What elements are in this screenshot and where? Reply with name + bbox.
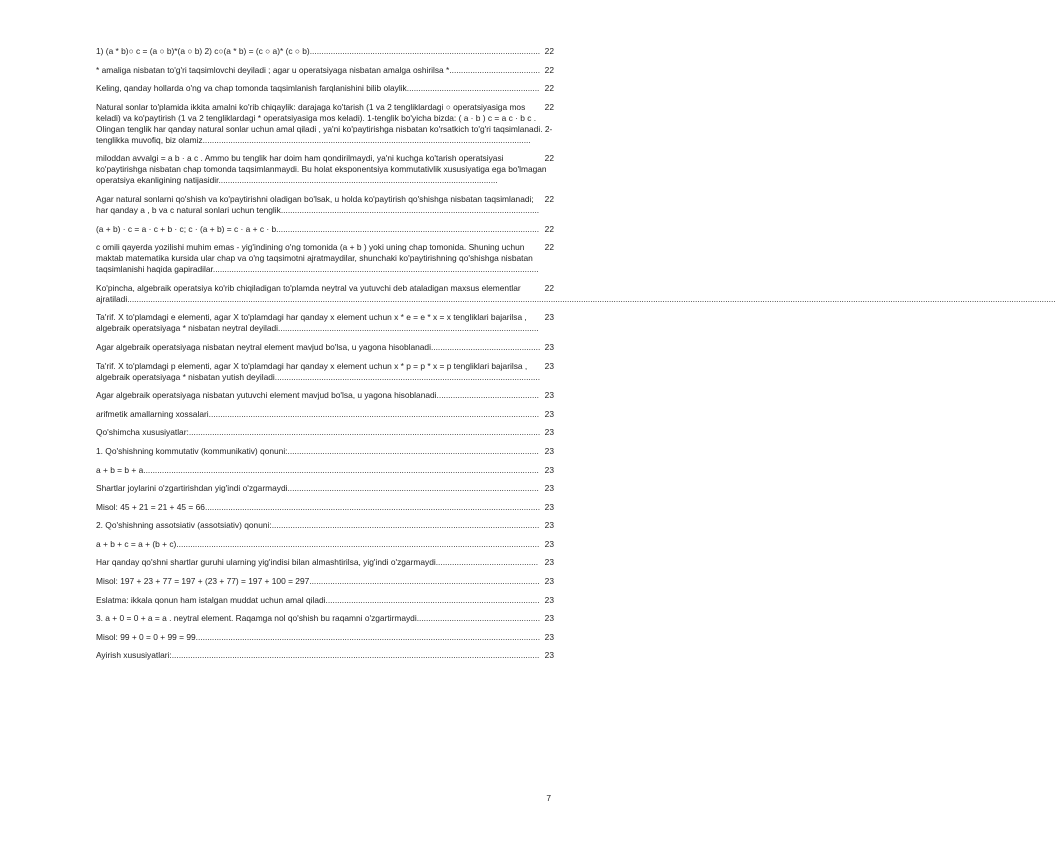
table-of-contents bbox=[96, 46, 1056, 669]
toc-entry-body bbox=[96, 502, 554, 513]
toc-leader-dots: ........................................... bbox=[438, 557, 539, 568]
toc-entry[interactable] bbox=[96, 361, 554, 383]
toc-entry[interactable] bbox=[96, 409, 554, 420]
toc-entry-title: Har qanday qo'shni shartlar guruhi ularning yig'indisi bilan almashtirilsa, yig'indi o'zgarmaydi. bbox=[96, 557, 439, 568]
toc-leader-dots: ............................................................................................................................................................ bbox=[176, 538, 540, 549]
toc-leader-dots: .................................................................................................................. bbox=[274, 371, 541, 382]
toc-entry-title: Ta'rif. X to'plamdagi e elementi, agar X to'plamdagi har qanday x element uchun x * e = e * x = x tengliklari bajarilsa , algebraik operatsiyaga * nisbatan neytral deyiladi bbox=[96, 312, 527, 334]
toc-page-number: 23 bbox=[544, 613, 554, 624]
toc-page-number: 23 bbox=[544, 483, 554, 494]
toc-page-number: 22 bbox=[544, 282, 554, 293]
toc-entry[interactable] bbox=[96, 312, 554, 334]
toc-entry-body bbox=[96, 539, 554, 550]
toc-entry-title: Misol: 45 + 21 = 21 + 45 = 66. bbox=[96, 501, 208, 512]
toc-entry-title: arifmetik amallarning xossalari bbox=[96, 408, 209, 419]
toc-entry-title: Eslatma: ikkala qonun ham istalgan muddat uchun amal qiladi. bbox=[96, 594, 328, 605]
toc-leader-dots: .............................................................................................................................................. bbox=[208, 408, 540, 419]
toc-entry-title: * amaliga nisbatan to'g'ri taqsimlovchi deyiladi ; agar u operatsiyaga nisbatan amalga oshirilsa * bbox=[96, 64, 450, 75]
toc-entry[interactable] bbox=[96, 520, 554, 531]
toc-entry-title: Keling, qanday hollarda o'ng va chap tomonda taqsimlanish farqlanishini bilib olaylik. bbox=[96, 83, 410, 94]
toc-page-number: 23 bbox=[544, 520, 554, 531]
toc-entry-body bbox=[96, 390, 554, 401]
toc-leader-dots: ........................................... bbox=[438, 390, 539, 401]
toc-entry-body bbox=[96, 465, 554, 476]
toc-entry[interactable] bbox=[96, 65, 554, 76]
toc-entry-title: a + b = b + a bbox=[96, 464, 144, 475]
toc-page-number: 22 bbox=[544, 83, 554, 94]
toc-entry[interactable] bbox=[96, 483, 554, 494]
toc-leader-dots: ............................................................................................................................................................................................................................................................................................................................................................................................................... bbox=[127, 293, 1056, 304]
toc-entry-body bbox=[96, 576, 554, 587]
toc-entry[interactable] bbox=[96, 224, 554, 235]
toc-leader-dots: ............................................................................................................ bbox=[287, 445, 539, 456]
toc-leader-dots: ....................................................................................................................... bbox=[220, 175, 498, 186]
toc-leader-dots: ............................................................................................................................................. bbox=[202, 134, 531, 145]
toc-page-number: 23 bbox=[544, 360, 554, 371]
toc-entry-title: miloddan avvalgi = a b · a c . Ammo bu tenglik har doim ham qondirilmaydi, ya'ni kuchga ko'tarish operatsiyasi ko'paytirishga nisbatan chap tomonda taqsimlanmaydi. Bu holat eksponentsiya kommutativlik xususiyatiga ega bo'lmagan operatsiya ekanligining natijasidir. bbox=[96, 153, 547, 186]
toc-leader-dots: ....................................... bbox=[449, 64, 541, 75]
toc-entry-body bbox=[96, 342, 554, 353]
toc-entry-body bbox=[96, 613, 554, 624]
toc-entry[interactable] bbox=[96, 83, 554, 94]
toc-page-number: 23 bbox=[544, 445, 554, 456]
toc-page-number: 23 bbox=[544, 538, 554, 549]
toc-entry-title: (a + b) · c = a · c + b · c; c · (a + b) = c · a + c · b bbox=[96, 223, 277, 234]
toc-entry-body bbox=[96, 361, 554, 383]
toc-entry-body bbox=[96, 282, 1056, 305]
toc-leader-dots: .................................................... bbox=[419, 613, 541, 624]
toc-entry-body bbox=[96, 409, 554, 420]
toc-entry-body bbox=[96, 194, 554, 216]
toc-entry[interactable] bbox=[96, 102, 554, 146]
toc-entry-title: Ayirish xususiyatlari: bbox=[96, 650, 172, 661]
toc-leader-dots: ........................................................................................... bbox=[327, 594, 540, 605]
toc-page-number: 23 bbox=[544, 594, 554, 605]
toc-entry-title: 3. a + 0 = 0 + a = a . neytral element. Raqamga nol qo'shish bu raqamni o'zgartirmaydi. bbox=[96, 613, 420, 624]
toc-entry-body bbox=[96, 83, 554, 94]
toc-entry-body bbox=[96, 557, 554, 568]
toc-leader-dots: .......................................................................................................................................................................... bbox=[143, 464, 539, 475]
toc-entry[interactable] bbox=[96, 613, 554, 624]
toc-entry[interactable] bbox=[96, 502, 554, 513]
toc-entry-body bbox=[96, 312, 554, 334]
toc-entry-body bbox=[96, 632, 554, 643]
toc-page-number: 22 bbox=[544, 64, 554, 75]
toc-entry-title: Agar algebraik operatsiyaga nisbatan yutuvchi element mavjud bo'lsa, u yagona hisoblanadi. bbox=[96, 390, 439, 401]
toc-page-number: 23 bbox=[544, 390, 554, 401]
toc-page-number: 23 bbox=[544, 650, 554, 661]
toc-entry-title: Misol: 197 + 23 + 77 = 197 + (23 + 77) = 197 + 100 = 297 bbox=[96, 576, 310, 587]
toc-entry-title: Natural sonlar to'plamida ikkita amalni ko'rib chiqaylik: darajaga ko'tarish (1 va 2 tengliklardagi ○ operatsiyasiga mos keladi) va ko'paytirish (1 va 2 tengliklardagi * operatsiyasiga mos keladi). 1-tenglik bo'yicha bizda: ( a · b ) c = a c · b c . Olingan tenglik har qanday natural sonlar uchun amal qiladi , ya'ni ko'paytirishga nisbatan ko'rsatkich to'g'ri taqsimlanadi. 2-tenglikka muvofiq, biz olamiz bbox=[96, 101, 553, 145]
toc-page-number: 23 bbox=[544, 631, 554, 642]
toc-page-number: 23 bbox=[544, 464, 554, 475]
toc-entry[interactable] bbox=[96, 390, 554, 401]
toc-leader-dots: ............................................................................................................................................... bbox=[207, 501, 541, 512]
toc-entry-body bbox=[96, 46, 554, 57]
toc-leader-dots: ........................................................................................................................................... bbox=[215, 264, 539, 275]
toc-entry-title: a + b + c = a + (b + c) bbox=[96, 538, 177, 549]
toc-entry-body bbox=[96, 102, 554, 146]
toc-leader-dots: ............................................................................................................... bbox=[280, 204, 540, 215]
toc-leader-dots: ................................................................................................... bbox=[309, 576, 540, 587]
toc-entry-title: Misol: 99 + 0 = 0 + 99 = 99. bbox=[96, 631, 198, 642]
toc-entry-body bbox=[96, 427, 554, 438]
toc-leader-dots: ................................................................................................................................................... bbox=[197, 631, 541, 642]
toc-leader-dots: .............................................. bbox=[433, 341, 541, 352]
toc-leader-dots: ........................................................ bbox=[409, 83, 540, 94]
toc-entry[interactable] bbox=[96, 557, 554, 568]
toc-entry[interactable] bbox=[96, 427, 554, 438]
toc-entry-body bbox=[96, 65, 554, 76]
toc-entry-title: 1) (a * b)○ c = (a ○ b)*(a ○ b) 2) c○(a * b) = (c ○ a)* (c ○ b) bbox=[96, 46, 310, 56]
toc-entry-title: Ko'pincha, algebraik operatsiya ko'rib chiqiladigan to'plamda neytral va yutuvchi deb ataladigan maxsus elementlar ajratiladi bbox=[96, 282, 521, 304]
toc-page-number: 22 bbox=[544, 46, 554, 56]
toc-entry[interactable] bbox=[96, 632, 554, 643]
toc-entry[interactable] bbox=[96, 446, 554, 457]
toc-page-number: 22 bbox=[544, 242, 554, 253]
toc-page-number: 22 bbox=[544, 101, 554, 112]
toc-entry-body bbox=[96, 224, 554, 235]
page-number: 7 bbox=[546, 793, 551, 803]
toc-entry-body bbox=[96, 595, 554, 606]
toc-entry-title: Qo'shimcha xususiyatlar: bbox=[96, 427, 189, 438]
toc-entry-title: Shartlar joylarini o'zgartirishdan yig'indi o'zgarmaydi. bbox=[96, 483, 290, 494]
toc-entry-body bbox=[96, 153, 554, 186]
toc-entry[interactable] bbox=[96, 465, 554, 476]
toc-entry-body bbox=[96, 650, 554, 661]
toc-page-number: 23 bbox=[544, 341, 554, 352]
toc-entry-title: Agar algebraik operatsiyaga nisbatan neytral element mavjud bo'lsa, u yagona hisoblanadi. bbox=[96, 341, 434, 352]
toc-page-number: 23 bbox=[544, 408, 554, 419]
toc-leader-dots: ................................................................................................... bbox=[309, 46, 541, 56]
toc-page-number: 23 bbox=[544, 312, 554, 323]
toc-entry-title: Agar natural sonlarni qo'shish va ko'paytirishni oladigan bo'lsak, u holda ko'paytirish qo'shishga nisbatan taqsimlanadi; har qanday a , b va c natural sonlari uchun tenglik bbox=[96, 193, 534, 215]
toc-page-number: 23 bbox=[544, 427, 554, 438]
toc-entry-body bbox=[96, 520, 554, 531]
toc-leader-dots: ................................................................................................................... bbox=[271, 520, 540, 531]
toc-page-number: 22 bbox=[544, 193, 554, 204]
toc-entry[interactable] bbox=[96, 46, 554, 57]
toc-entry[interactable] bbox=[96, 539, 554, 550]
toc-page-number: 23 bbox=[544, 557, 554, 568]
toc-entry-title: c omili qayerda yozilishi muhim emas - yig'indining o'ng tomonida (a + b ) yoki uning chap tomonida. Shuning uchun maktab matematika kursida ular chap va o'ng taqsimotni ajratmaydilar, shunchaki ko'paytirishning qo'shishga nisbatan taqsimlanishi haqida gapiradilar. bbox=[96, 242, 533, 275]
toc-entry[interactable] bbox=[96, 342, 554, 353]
toc-page-number: 23 bbox=[544, 576, 554, 587]
toc-entry-title: Ta'rif. X to'plamdagi p elementi, agar X to'plamdagi har qanday x element uchun x * p = p * x = p tengliklari bajarilsa , algebraik operatsiyaga * nisbatan yutish deyiladi bbox=[96, 360, 528, 382]
toc-leader-dots: ....................................................................................................................................................... bbox=[188, 427, 541, 438]
toc-entry[interactable] bbox=[96, 650, 554, 661]
toc-leader-dots: ........................................................................................................... bbox=[289, 483, 539, 494]
toc-page-number: 22 bbox=[544, 153, 554, 164]
toc-entry[interactable] bbox=[96, 576, 554, 587]
toc-leader-dots: ................................................................................................................. bbox=[276, 223, 540, 234]
toc-entry-title: 2. Qo'shishning assotsiativ (assotsiativ) qonuni: bbox=[96, 520, 272, 531]
toc-page-number: 22 bbox=[544, 223, 554, 234]
toc-leader-dots: .............................................................................................................................................................. bbox=[171, 650, 540, 661]
toc-entry[interactable] bbox=[96, 153, 554, 186]
toc-entry[interactable] bbox=[96, 194, 554, 216]
toc-entry-body bbox=[96, 483, 554, 494]
toc-entry-title: 1. Qo'shishning kommutativ (kommunikativ) qonuni: bbox=[96, 445, 288, 456]
toc-entry[interactable] bbox=[96, 242, 554, 275]
toc-entry[interactable] bbox=[96, 595, 554, 606]
toc-entry-body bbox=[96, 242, 554, 275]
toc-entry-body bbox=[96, 446, 554, 457]
toc-leader-dots: ................................................................................................................ bbox=[278, 323, 539, 334]
toc-entry[interactable] bbox=[96, 282, 1056, 305]
toc-page-number: 23 bbox=[544, 501, 554, 512]
